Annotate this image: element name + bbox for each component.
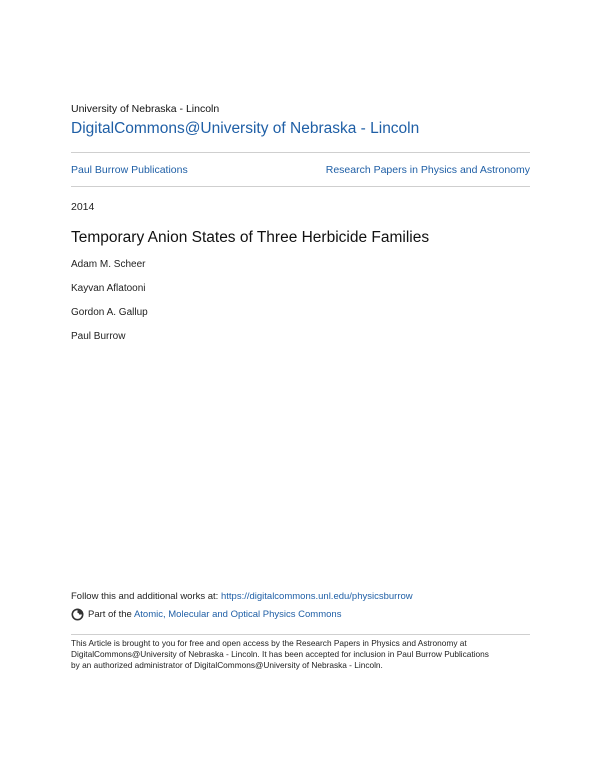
divider-middle [71,186,530,187]
follow-prefix: Follow this and additional works at: [71,591,221,602]
divider-bottom [71,634,530,635]
publication-year: 2014 [71,201,95,213]
notice-line: DigitalCommons@University of Nebraska - Lincoln. It has been accepted for inclusion in Paul Burrow Publications [71,649,489,659]
part-of-prefix: Part of the [88,609,134,620]
collection-link-research-papers[interactable]: Research Papers in Physics and Astronomy [325,164,530,176]
collection-link-publications[interactable]: Paul Burrow Publications [71,164,188,176]
notice-line: This Article is brought to you for free and open access by the Research Papers in Physics and Astronomy at [71,638,467,648]
divider-top [71,152,530,153]
institution-name: University of Nebraska - Lincoln [71,103,220,115]
part-of-line [71,608,341,621]
follow-link[interactable]: https://digitalcommons.unl.edu/physicsburrow [220,591,413,602]
repository-link[interactable]: DigitalCommons@University of Nebraska - Lincoln [71,120,420,137]
part-of-text [88,609,341,620]
author-name: Gordon A. Gallup [71,307,148,318]
follow-line [71,591,413,602]
notice-line: by an authorized administrator of DigitalCommons@University of Nebraska - Lincoln. [71,660,383,670]
author-name: Paul Burrow [71,331,126,342]
commons-link[interactable]: Atomic, Molecular and Optical Physics Commons [133,609,342,620]
article-title: Temporary Anion States of Three Herbicide Families [71,229,430,246]
access-notice [71,638,531,671]
bepress-network-icon [71,608,84,621]
author-name: Adam M. Scheer [71,259,146,270]
author-name: Kayvan Aflatooni [71,283,146,294]
